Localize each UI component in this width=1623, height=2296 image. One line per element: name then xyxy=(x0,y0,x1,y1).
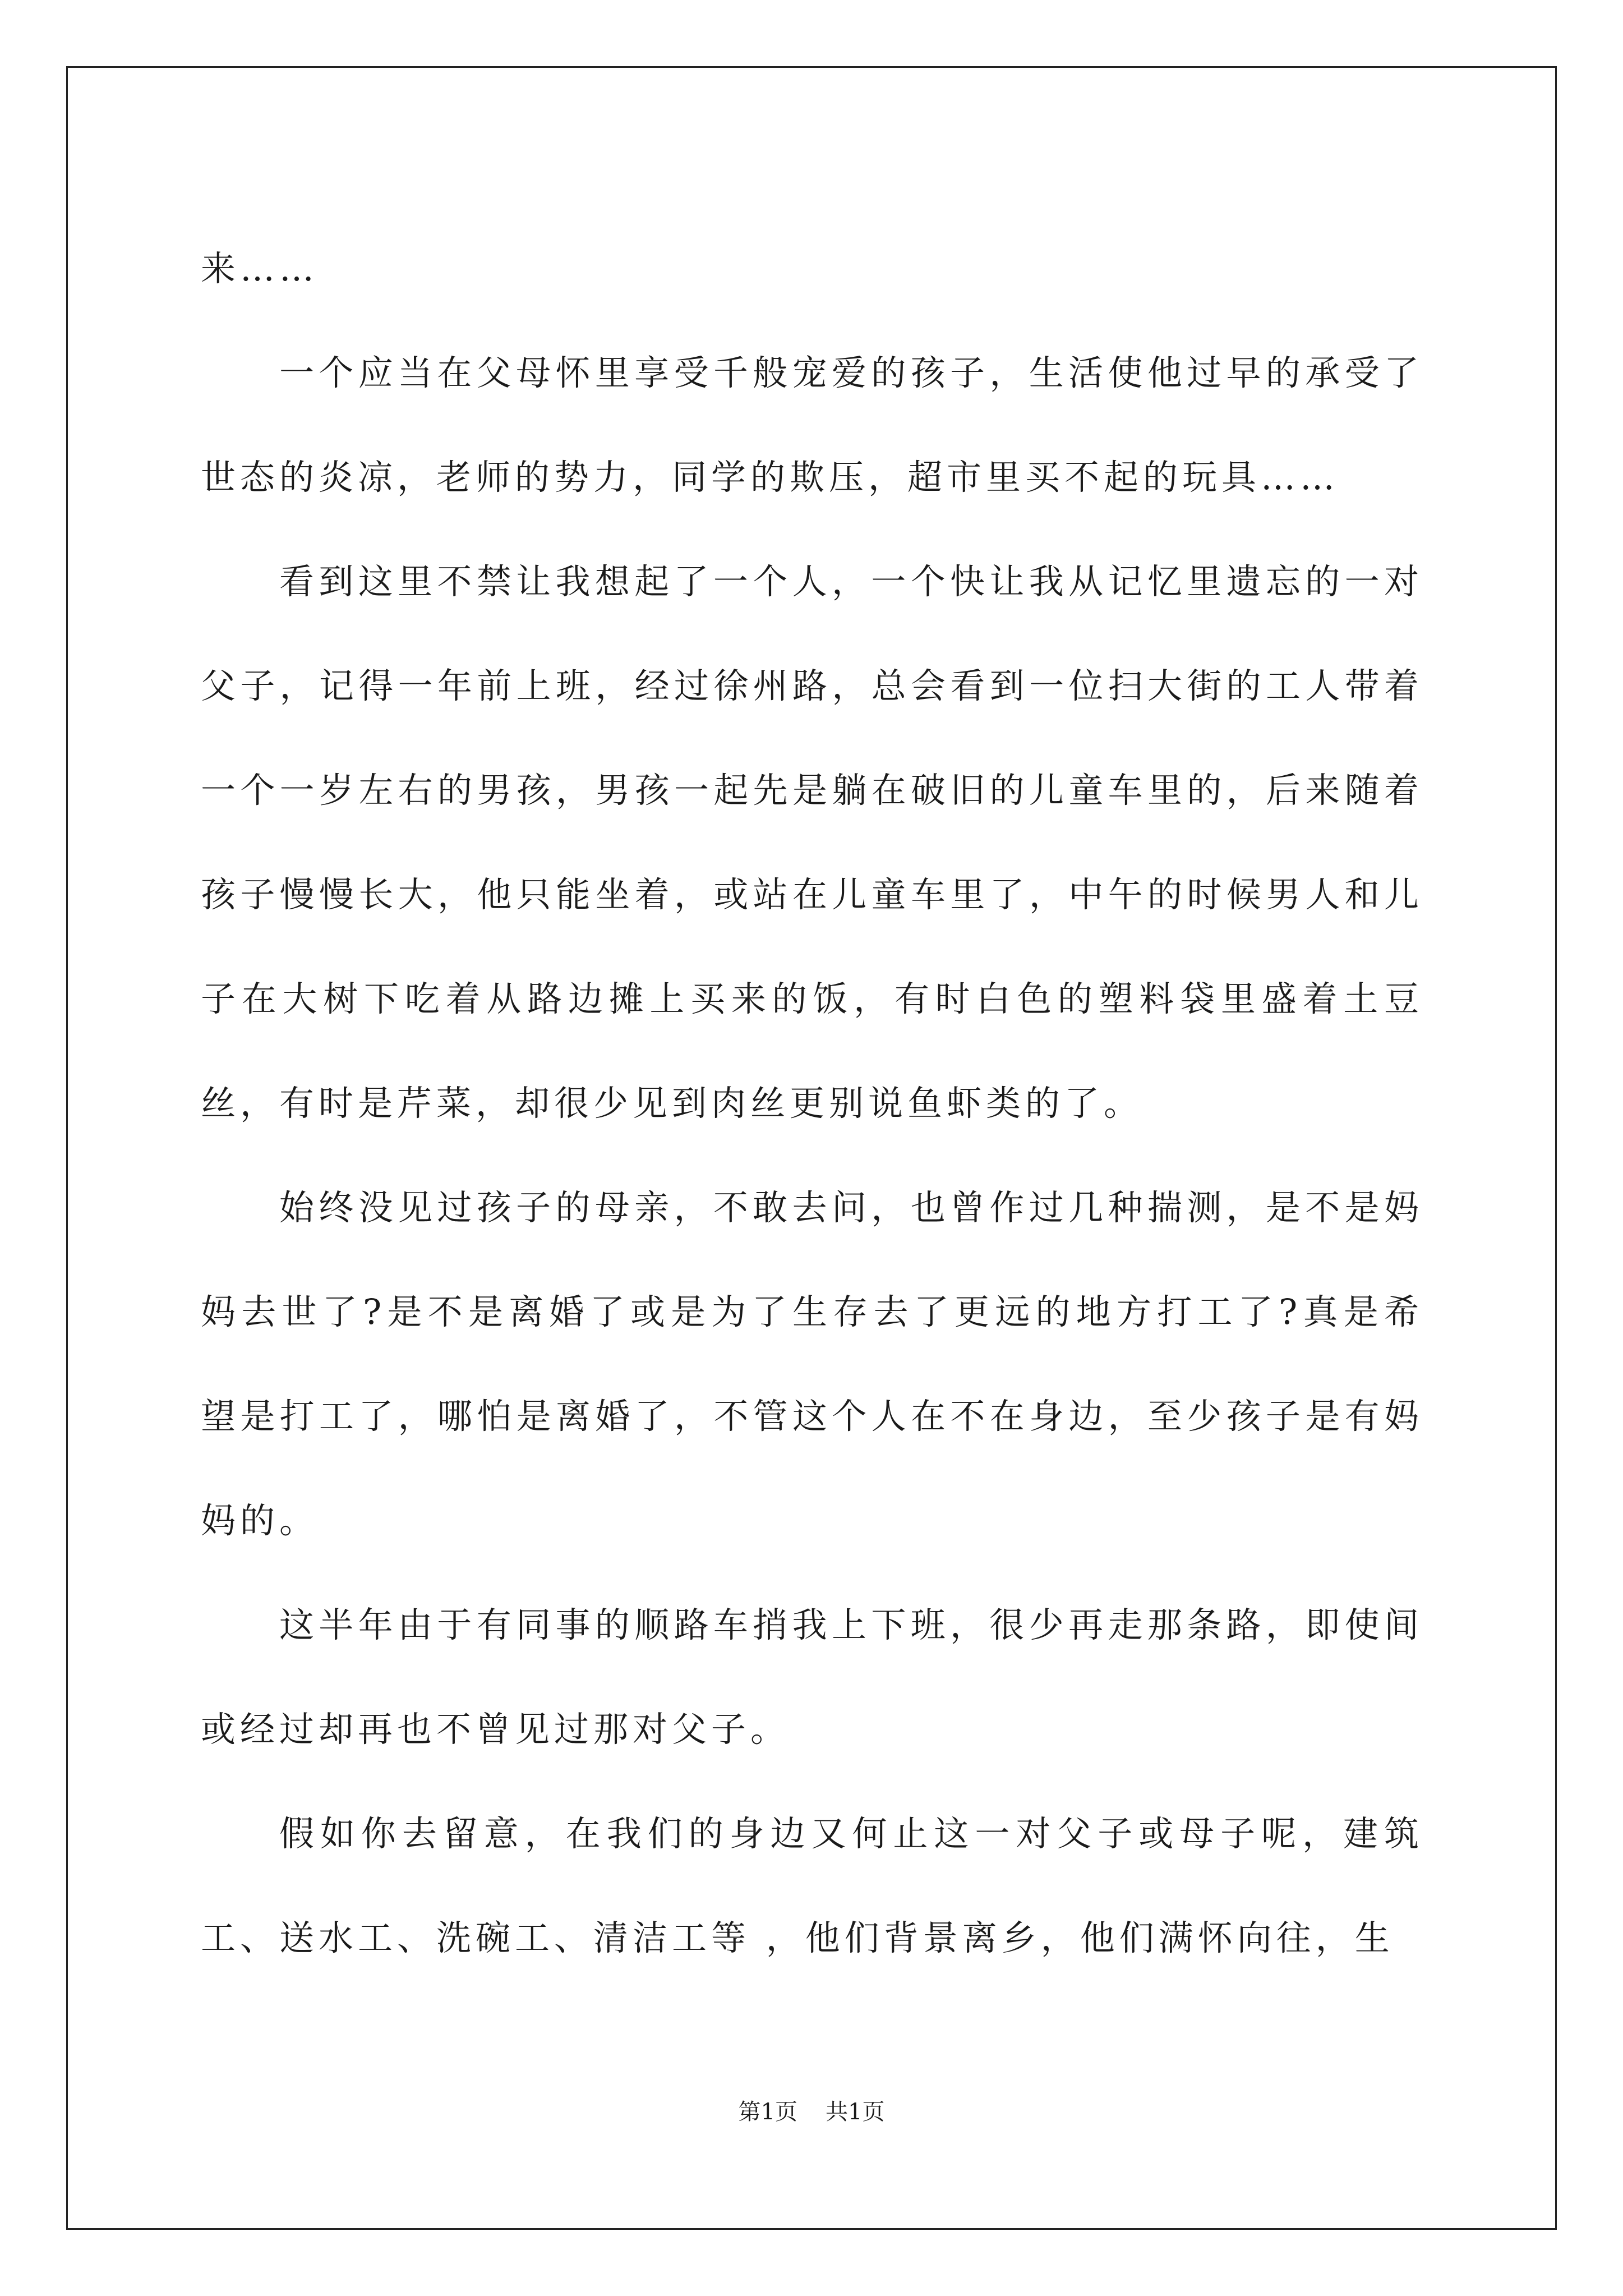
paragraph-3: 看到这里不禁让我想起了一个人，一个快让我从记忆里遗忘的一对父子，记得一年前上班，经过徐州路，总会看到一位扫大街的工人带着一个一岁左右的男孩，男孩一起先是躺在破旧的儿童车里的，后来随着孩子慢慢长大，他只能坐着，或站在儿童车里了，中午的时候男人和儿子在大树下吃着从路边摊上买来的饭，有时白色的塑料袋里盛着土豆丝，有时是芹菜，却很少见到肉丝更别说鱼虾类的了。 xyxy=(201,561,1423,1124)
paragraph-1: 来…… xyxy=(201,248,319,289)
document-body xyxy=(201,217,1423,1990)
paragraph-5: 这半年由于有同事的顺路车捎我上下班，很少再走那条路，即使间或经过却再也不曾见过那对父子。 xyxy=(201,1604,1423,1750)
page-number-current: 第1页 xyxy=(738,2099,797,2125)
paragraph-2: 一个应当在父母怀里享受千般宠爱的孩子，生活使他过早的承受了世态的炎凉，老师的势力，同学的欺压，超市里买不起的玩具…… xyxy=(201,352,1423,498)
page-number-total: 共1页 xyxy=(826,2099,885,2125)
paragraph-6: 假如你去留意，在我们的身边又何止这一对父子或母子呢，建筑工、送水工、洗碗工、清洁工等 ，他们背景离乡，他们满怀向往，生 xyxy=(201,1813,1423,1958)
paragraph-4: 始终没见过孩子的母亲，不敢去问，也曾作过几种揣测，是不是妈妈去世了?是不是离婚了或是为了生存去了更远的地方打工了?真是希望是打工了，哪怕是离婚了，不管这个人在不在身边，至少孩子是有妈妈的。 xyxy=(201,1187,1423,1541)
page-footer xyxy=(0,2095,1623,2129)
